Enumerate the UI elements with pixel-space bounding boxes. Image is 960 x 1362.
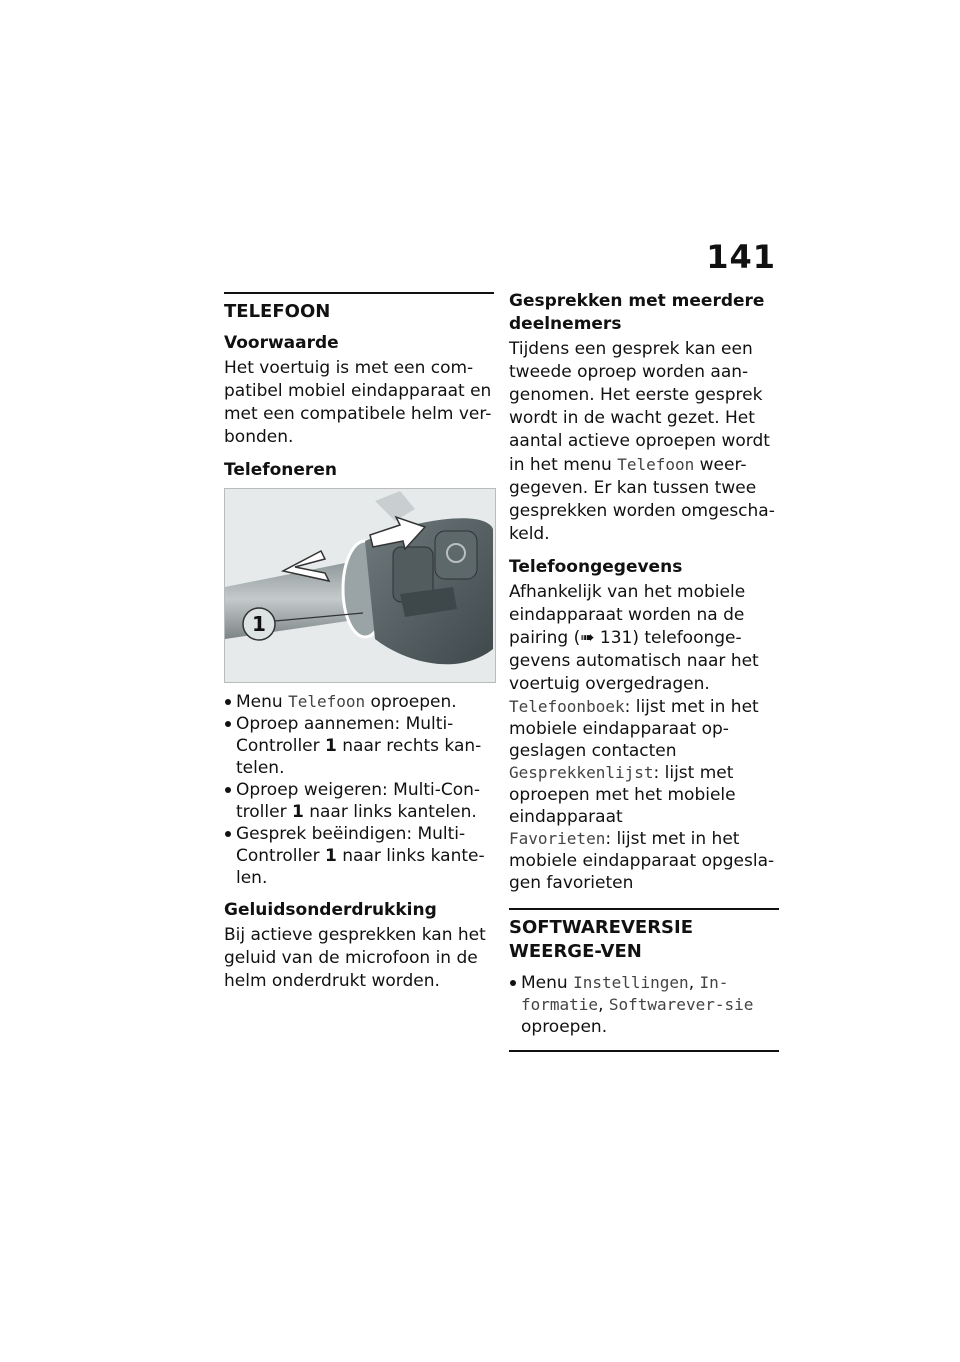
list-item: Menu Instellingen, In-formatie, Softwarever-sie oproepen. [509,972,779,1038]
section-title-softwareversie: SOFTWAREVERSIE WEERGE-VEN [509,917,694,962]
telefoneren-list [224,691,494,889]
list-item: Oproep weigeren: Multi-Con-troller 1 naar links kantelen. [224,779,494,823]
subtitle-voorwaarde: Voorwaarde [224,333,339,353]
def-gesprekkenlijst: Gesprekkenlijst: lijst met oproepen met het mobiele eindapparaat [509,763,736,827]
multi-controller-figure [225,489,495,682]
list-item: Gesprek beëindigen: Multi-Controller 1 naar links kante-len. [224,823,494,889]
figure-callout-1: 1 [252,612,266,636]
subtitle-telefoneren: Telefoneren [224,460,337,480]
page-number: 141 [706,238,776,276]
meerdere-text: Tijdens een gesprek kan een tweede oproep worden aan-genomen. Het eerste gesprek wordt in de wacht gezet. Het aantal actieve oproepen wordt in het menu Telefoon weer-gegeven. Er kan tussen twee gesprekken worden omgescha-keld. [509,339,775,544]
section-title-telefoon: TELEFOON [224,301,331,322]
def-favorieten: Favorieten: lijst met in het mobiele eindapparaat opgesla-gen favorieten [509,829,775,893]
subtitle-meerdere-deelnemers: Gesprekken met meerdere deelnemers [509,291,765,334]
voorwaarde-text: Het voertuig is met een com-patibel mobiel eindapparaat en met een compatibele helm ver-bonden. [224,358,492,447]
subtitle-geluidsonderdrukking: Geluidsonderdrukking [224,900,437,920]
section-rule [509,908,779,910]
handlebar-illustration [224,488,496,683]
section-end-rule [509,1050,779,1052]
page-ref-arrow-icon: ➠ [580,628,595,648]
list-item: Menu Telefoon oproepen. [224,691,494,713]
section-rule [224,292,494,294]
gegevens-text: Afhankelijk van het mobiele eindapparaat worden na de pairing (➠ 131) telefoonge-gevens automatisch naar het voertuig overgedragen. [509,582,759,694]
page-ref: 131 [599,628,633,648]
left-column [224,292,494,1003]
def-telefoonboek: Telefoonboek: lijst met in het mobiele eindapparaat op-geslagen contacten [509,697,759,761]
software-list [509,972,779,1038]
subtitle-telefoongegevens: Telefoongegevens [509,557,683,577]
list-item: Oproep aannemen: Multi-Controller 1 naar rechts kan-telen. [224,713,494,779]
geluid-text: Bij actieve gesprekken kan het geluid van de microfoon in de helm onderdrukt worden. [224,925,486,991]
right-column [509,290,779,1052]
